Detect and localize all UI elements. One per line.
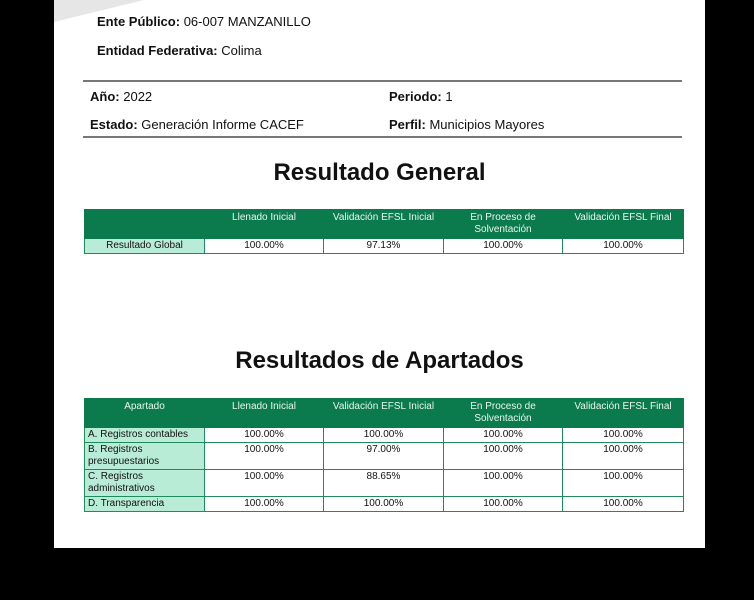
table-cell: 100.00% (205, 239, 324, 254)
row-label: D. Transparencia (85, 497, 205, 512)
table-cell: 100.00% (563, 239, 684, 254)
table-cell: 100.00% (444, 239, 563, 254)
column-header: Llenado Inicial (205, 399, 324, 428)
table-row (85, 443, 684, 470)
perfil-value: Municipios Mayores (429, 117, 545, 132)
perfil-label: Perfil: (389, 117, 426, 132)
resultados-apartados-title: Resultados de Apartados (235, 347, 524, 374)
table-cell: 97.00% (324, 443, 444, 470)
table-cell: 100.00% (563, 428, 684, 443)
entidad-federativa-line (97, 43, 262, 58)
resultado-general-table (84, 209, 684, 254)
anio-value: 2022 (123, 89, 153, 104)
table-cell: 100.00% (444, 443, 563, 470)
table-cell: 100.00% (205, 497, 324, 512)
column-header: Llenado Inicial (205, 210, 324, 239)
resultados-apartados-table (84, 398, 684, 512)
row-label: A. Registros contables (85, 428, 205, 443)
table-header-row (85, 399, 684, 428)
resultado-general-title: Resultado General (273, 159, 486, 186)
table-header-row (85, 210, 684, 239)
column-header: En Proceso de Solventación (444, 210, 563, 239)
ente-label: Ente Público: (97, 14, 181, 29)
divider-top (83, 80, 682, 82)
column-header: En Proceso de Solventación (444, 399, 563, 428)
table-row (85, 239, 684, 254)
table-row (85, 428, 684, 443)
periodo-field (389, 89, 453, 104)
table-cell: 100.00% (324, 428, 444, 443)
column-header: Validación EFSL Inicial (324, 399, 444, 428)
entidad-value: Colima (221, 43, 262, 58)
entidad-label: Entidad Federativa: (97, 43, 218, 58)
ente-publico-line (97, 14, 311, 29)
table-cell: 100.00% (563, 470, 684, 497)
anio-field (90, 89, 152, 104)
estado-value: Generación Informe CACEF (141, 117, 304, 132)
column-header: Validación EFSL Final (563, 399, 684, 428)
row-label: C. Registros administrativos (85, 470, 205, 497)
ente-value: 06-007 MANZANILLO (183, 14, 311, 29)
table-cell: 100.00% (563, 497, 684, 512)
row-label: B. Registros presupuestarios (85, 443, 205, 470)
periodo-label: Periodo: (389, 89, 442, 104)
table-cell: 100.00% (444, 497, 563, 512)
table-cell: 100.00% (444, 470, 563, 497)
divider-bottom (83, 136, 682, 138)
table-cell: 100.00% (444, 428, 563, 443)
table-cell: 97.13% (324, 239, 444, 254)
estado-field (90, 117, 304, 132)
perfil-field (389, 117, 544, 132)
column-header: Validación EFSL Final (563, 210, 684, 239)
table-cell: 100.00% (205, 470, 324, 497)
table-cell: 100.00% (205, 443, 324, 470)
column-header: Validación EFSL Inicial (324, 210, 444, 239)
periodo-value: 1 (445, 89, 453, 104)
table-cell: 100.00% (563, 443, 684, 470)
column-header (85, 210, 205, 239)
anio-label: Año: (90, 89, 120, 104)
table-cell: 88.65% (324, 470, 444, 497)
report-page (54, 0, 705, 548)
table-cell: 100.00% (205, 428, 324, 443)
table-row (85, 497, 684, 512)
table-cell: 100.00% (324, 497, 444, 512)
row-label: Resultado Global (85, 239, 205, 254)
column-header: Apartado (85, 399, 205, 428)
table-row (85, 470, 684, 497)
estado-label: Estado: (90, 117, 138, 132)
